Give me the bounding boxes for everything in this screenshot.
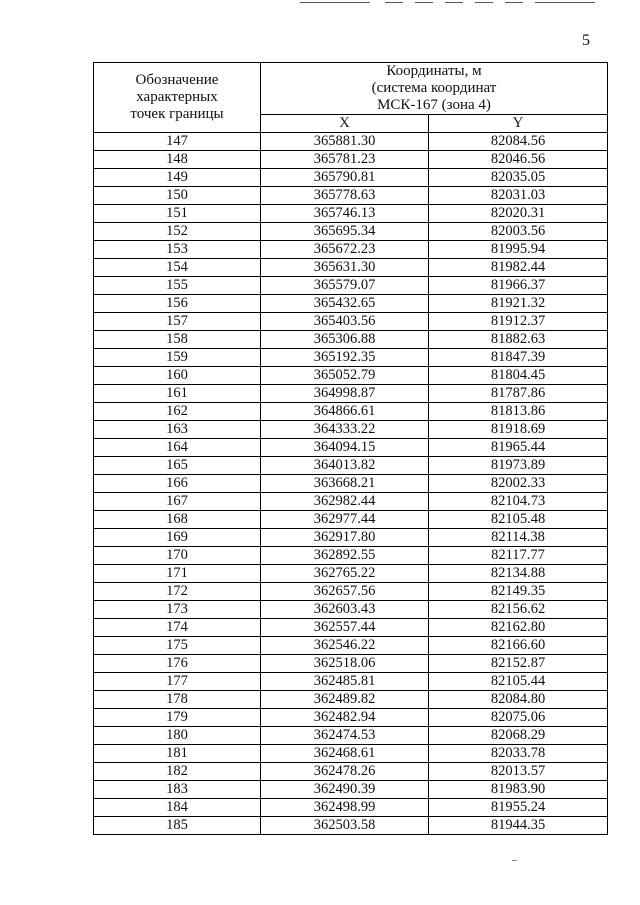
point-cell: 155 bbox=[94, 277, 261, 295]
x-cell: 365746.13 bbox=[261, 205, 429, 223]
table-row bbox=[94, 781, 608, 799]
table-row bbox=[94, 601, 608, 619]
x-cell: 362489.82 bbox=[261, 691, 429, 709]
table-row bbox=[94, 547, 608, 565]
table-row bbox=[94, 403, 608, 421]
table-row bbox=[94, 493, 608, 511]
y-cell: 81882.63 bbox=[429, 331, 608, 349]
point-cell: 160 bbox=[94, 367, 261, 385]
point-cell: 166 bbox=[94, 475, 261, 493]
y-cell: 82084.80 bbox=[429, 691, 608, 709]
point-cell: 157 bbox=[94, 313, 261, 331]
point-cell: 148 bbox=[94, 151, 261, 169]
x-cell: 362485.81 bbox=[261, 673, 429, 691]
point-cell: 175 bbox=[94, 637, 261, 655]
header-point-line-3: точек границы bbox=[130, 106, 224, 122]
table-row bbox=[94, 457, 608, 475]
x-cell: 365790.81 bbox=[261, 169, 429, 187]
table-row bbox=[94, 277, 608, 295]
x-cell: 365881.30 bbox=[261, 133, 429, 151]
point-cell: 164 bbox=[94, 439, 261, 457]
y-cell: 81912.37 bbox=[429, 313, 608, 331]
point-cell: 168 bbox=[94, 511, 261, 529]
table-row bbox=[94, 565, 608, 583]
point-cell: 149 bbox=[94, 169, 261, 187]
point-cell: 182 bbox=[94, 763, 261, 781]
top-rule-4 bbox=[445, 2, 463, 3]
y-cell: 82002.33 bbox=[429, 475, 608, 493]
table-row bbox=[94, 673, 608, 691]
x-cell: 362498.99 bbox=[261, 799, 429, 817]
table-row bbox=[94, 817, 608, 835]
x-cell: 362474.53 bbox=[261, 727, 429, 745]
x-cell: 362603.43 bbox=[261, 601, 429, 619]
table-row bbox=[94, 529, 608, 547]
table-row bbox=[94, 367, 608, 385]
table-row bbox=[94, 295, 608, 313]
point-cell: 162 bbox=[94, 403, 261, 421]
point-cell: 184 bbox=[94, 799, 261, 817]
y-cell: 81787.86 bbox=[429, 385, 608, 403]
x-cell: 365306.88 bbox=[261, 331, 429, 349]
table-row bbox=[94, 709, 608, 727]
x-cell: 362982.44 bbox=[261, 493, 429, 511]
y-cell: 81918.69 bbox=[429, 421, 608, 439]
header-coords-line-2: (система координат bbox=[371, 80, 497, 96]
x-cell: 364094.15 bbox=[261, 439, 429, 457]
x-cell: 362977.44 bbox=[261, 511, 429, 529]
x-cell: 362557.44 bbox=[261, 619, 429, 637]
table-row bbox=[94, 619, 608, 637]
y-cell: 82075.06 bbox=[429, 709, 608, 727]
x-cell: 362490.39 bbox=[261, 781, 429, 799]
y-cell: 82105.44 bbox=[429, 673, 608, 691]
table-row bbox=[94, 151, 608, 169]
header-y: Y bbox=[429, 115, 608, 133]
y-cell: 82033.78 bbox=[429, 745, 608, 763]
y-cell: 82162.80 bbox=[429, 619, 608, 637]
y-cell: 82166.60 bbox=[429, 637, 608, 655]
y-cell: 81965.44 bbox=[429, 439, 608, 457]
y-cell: 81955.24 bbox=[429, 799, 608, 817]
table-row bbox=[94, 475, 608, 493]
x-cell: 365579.07 bbox=[261, 277, 429, 295]
table-row bbox=[94, 169, 608, 187]
table-row bbox=[94, 745, 608, 763]
y-cell: 82117.77 bbox=[429, 547, 608, 565]
point-cell: 174 bbox=[94, 619, 261, 637]
x-cell: 365778.63 bbox=[261, 187, 429, 205]
point-cell: 180 bbox=[94, 727, 261, 745]
y-cell: 81995.94 bbox=[429, 241, 608, 259]
y-cell: 81973.89 bbox=[429, 457, 608, 475]
x-cell: 365052.79 bbox=[261, 367, 429, 385]
point-cell: 163 bbox=[94, 421, 261, 439]
table-row bbox=[94, 313, 608, 331]
y-cell: 82105.48 bbox=[429, 511, 608, 529]
point-cell: 170 bbox=[94, 547, 261, 565]
point-cell: 153 bbox=[94, 241, 261, 259]
point-cell: 151 bbox=[94, 205, 261, 223]
header-coords-line-3: МСК-167 (зона 4) bbox=[377, 97, 491, 113]
y-cell: 82003.56 bbox=[429, 223, 608, 241]
point-cell: 183 bbox=[94, 781, 261, 799]
y-cell: 82068.29 bbox=[429, 727, 608, 745]
point-cell: 171 bbox=[94, 565, 261, 583]
table-row bbox=[94, 349, 608, 367]
x-cell: 365781.23 bbox=[261, 151, 429, 169]
point-cell: 147 bbox=[94, 133, 261, 151]
table-row bbox=[94, 763, 608, 781]
x-cell: 365192.35 bbox=[261, 349, 429, 367]
header-point-line-1: Обозначение bbox=[135, 72, 219, 88]
x-cell: 365672.23 bbox=[261, 241, 429, 259]
x-cell: 363668.21 bbox=[261, 475, 429, 493]
y-cell: 81966.37 bbox=[429, 277, 608, 295]
point-cell: 179 bbox=[94, 709, 261, 727]
x-cell: 364013.82 bbox=[261, 457, 429, 475]
y-cell: 81921.32 bbox=[429, 295, 608, 313]
point-cell: 161 bbox=[94, 385, 261, 403]
table-row bbox=[94, 259, 608, 277]
point-cell: 167 bbox=[94, 493, 261, 511]
y-cell: 82104.73 bbox=[429, 493, 608, 511]
header-coords-line-1: Координаты, м bbox=[386, 63, 482, 79]
y-cell: 82013.57 bbox=[429, 763, 608, 781]
x-cell: 362478.26 bbox=[261, 763, 429, 781]
x-cell: 362503.58 bbox=[261, 817, 429, 835]
y-cell: 82035.05 bbox=[429, 169, 608, 187]
table-row bbox=[94, 637, 608, 655]
y-cell: 81813.86 bbox=[429, 403, 608, 421]
top-rule-3 bbox=[415, 2, 433, 3]
top-rule-6 bbox=[505, 2, 523, 3]
table-row bbox=[94, 727, 608, 745]
table-row bbox=[94, 133, 608, 151]
point-cell: 177 bbox=[94, 673, 261, 691]
top-rule-2 bbox=[385, 2, 403, 3]
y-cell: 81982.44 bbox=[429, 259, 608, 277]
table-row bbox=[94, 205, 608, 223]
x-cell: 365432.65 bbox=[261, 295, 429, 313]
point-cell: 156 bbox=[94, 295, 261, 313]
table-row bbox=[94, 385, 608, 403]
x-cell: 365631.30 bbox=[261, 259, 429, 277]
table-row bbox=[94, 799, 608, 817]
coordinates-table bbox=[93, 62, 608, 835]
header-point-label bbox=[94, 63, 261, 133]
y-cell: 82114.38 bbox=[429, 529, 608, 547]
y-cell: 82084.56 bbox=[429, 133, 608, 151]
header-x: X bbox=[261, 115, 429, 133]
table-body bbox=[94, 133, 608, 835]
y-cell: 81804.45 bbox=[429, 367, 608, 385]
y-cell: 82152.87 bbox=[429, 655, 608, 673]
x-cell: 362468.61 bbox=[261, 745, 429, 763]
point-cell: 178 bbox=[94, 691, 261, 709]
y-cell: 81847.39 bbox=[429, 349, 608, 367]
table-row bbox=[94, 187, 608, 205]
top-rule-7 bbox=[535, 2, 595, 3]
x-cell: 362892.55 bbox=[261, 547, 429, 565]
point-cell: 154 bbox=[94, 259, 261, 277]
point-cell: 165 bbox=[94, 457, 261, 475]
x-cell: 362518.06 bbox=[261, 655, 429, 673]
y-cell: 82046.56 bbox=[429, 151, 608, 169]
y-cell: 81983.90 bbox=[429, 781, 608, 799]
x-cell: 362546.22 bbox=[261, 637, 429, 655]
point-cell: 173 bbox=[94, 601, 261, 619]
table-row bbox=[94, 241, 608, 259]
x-cell: 362765.22 bbox=[261, 565, 429, 583]
table-row bbox=[94, 439, 608, 457]
table-row bbox=[94, 511, 608, 529]
point-cell: 169 bbox=[94, 529, 261, 547]
table-row bbox=[94, 655, 608, 673]
x-cell: 362482.94 bbox=[261, 709, 429, 727]
x-cell: 362917.80 bbox=[261, 529, 429, 547]
x-cell: 364866.61 bbox=[261, 403, 429, 421]
point-cell: 181 bbox=[94, 745, 261, 763]
x-cell: 362657.56 bbox=[261, 583, 429, 601]
page-number: 5 bbox=[582, 32, 590, 49]
y-cell: 81944.35 bbox=[429, 817, 608, 835]
y-cell: 82149.35 bbox=[429, 583, 608, 601]
table-row bbox=[94, 421, 608, 439]
header-coords-label bbox=[261, 63, 608, 115]
x-cell: 365403.56 bbox=[261, 313, 429, 331]
scan-mark bbox=[512, 860, 517, 861]
point-cell: 150 bbox=[94, 187, 261, 205]
point-cell: 176 bbox=[94, 655, 261, 673]
point-cell: 159 bbox=[94, 349, 261, 367]
point-cell: 185 bbox=[94, 817, 261, 835]
y-cell: 82156.62 bbox=[429, 601, 608, 619]
top-rule-1 bbox=[300, 2, 370, 3]
y-cell: 82020.31 bbox=[429, 205, 608, 223]
x-cell: 365695.34 bbox=[261, 223, 429, 241]
x-cell: 364998.87 bbox=[261, 385, 429, 403]
header-point-line-2: характерных bbox=[136, 89, 218, 105]
table-row bbox=[94, 223, 608, 241]
y-cell: 82134.88 bbox=[429, 565, 608, 583]
table-row bbox=[94, 331, 608, 349]
y-cell: 82031.03 bbox=[429, 187, 608, 205]
point-cell: 172 bbox=[94, 583, 261, 601]
point-cell: 152 bbox=[94, 223, 261, 241]
point-cell: 158 bbox=[94, 331, 261, 349]
table-row bbox=[94, 583, 608, 601]
top-rule-5 bbox=[475, 2, 493, 3]
table-row bbox=[94, 691, 608, 709]
x-cell: 364333.22 bbox=[261, 421, 429, 439]
